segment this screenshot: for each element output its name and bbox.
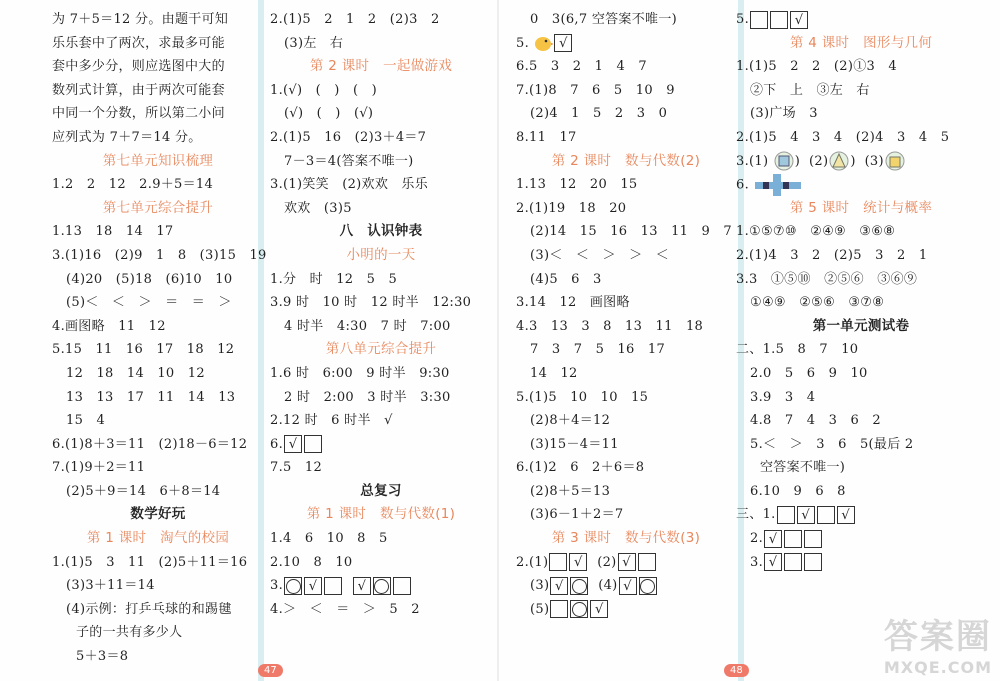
text-line: 1.4 6 10 8 5 (270, 531, 388, 547)
column-1 (52, 8, 267, 669)
circle-icon (640, 579, 655, 594)
item-number: 2.(1) (516, 554, 549, 570)
text-line: 2.10 8 10 (270, 554, 353, 570)
text-line: 2.12 时 6 时半 √ (270, 413, 393, 429)
circle-icon (572, 579, 587, 594)
text-line: 5.(1)5 10 10 15 (516, 389, 649, 405)
section-heading: 第七单元综合提升 (102, 199, 214, 216)
text-line: 6.10 9 6 8 (750, 483, 846, 499)
answer-box: √ (569, 553, 587, 571)
text-line: (3)广场 3 (750, 106, 818, 122)
text-line: 7－3＝4(答案不唯一) (284, 153, 414, 169)
answer-box (784, 553, 802, 571)
item-number: (5) (530, 601, 550, 617)
text-line: 3.14 12 画图略 (516, 295, 630, 311)
text-line: 3.9 时 10 时 12 时半 12:30 (270, 295, 472, 311)
answer-box (777, 506, 795, 524)
answer-box: √ (764, 553, 782, 571)
text-line: 7.(1)8 7 6 5 10 9 (516, 82, 675, 98)
text-line: 4.画图略 11 12 (52, 318, 166, 334)
circle-icon (286, 579, 301, 594)
answer-box: √ (837, 506, 855, 524)
answer-box: √ (353, 577, 371, 595)
text-line: 2.0 5 6 9 10 (750, 365, 868, 381)
text-line: (5)＜ ＜ ＞ ＝ ＝ ＞ (66, 295, 232, 311)
text-line: 中同一个分数，所以第二小问 (52, 106, 225, 122)
column-4 (736, 8, 986, 574)
text-line: 8.11 17 (516, 129, 577, 145)
watermark-url: MXQE.COM (883, 658, 992, 677)
cylinder-icon (773, 151, 795, 171)
chick-icon (533, 34, 553, 52)
text-line: 1.6 时 6:00 9 时半 9:30 (270, 365, 450, 381)
answer-box (570, 600, 588, 618)
text-line: 1.2 2 12 2.9＋5＝14 (52, 177, 214, 193)
cone-icon (828, 151, 850, 171)
text-line: (4)示例：打乒乓球的和踢毽 (66, 601, 232, 617)
text-line: 1.(√) ( ) ( ) (270, 82, 378, 98)
answer-box (284, 577, 302, 595)
text-line: 4.8 7 4 3 6 2 (750, 413, 881, 429)
cross-diagram-icon (753, 173, 803, 197)
text-line: (2)8＋5＝13 (530, 483, 611, 499)
book-spine (497, 0, 499, 681)
text-line: ①④⑨ ②⑤⑥ ③⑦⑧ (750, 295, 885, 311)
item-number: 5. (736, 12, 750, 27)
text-line: 6.5 3 2 1 4 7 (516, 59, 647, 75)
text-line: (3)15－4＝11 (530, 436, 619, 452)
page-number-right: 48 (724, 664, 749, 677)
text-line: 2.(1)5 2 1 2 (2)3 2 (270, 12, 440, 27)
answer-boxes-line (736, 527, 986, 551)
answer-box (770, 11, 788, 29)
answer-box: √ (619, 577, 637, 595)
text-line: 3.(1)笑笑 (2)欢欢 乐乐 (270, 177, 429, 193)
answer-box (639, 577, 657, 595)
section-heading: 第 5 课时 统计与概率 (789, 199, 933, 216)
text-line: 套中多少分，则应选图中大的 (52, 59, 225, 75)
text-line: 14 12 (530, 365, 578, 381)
text-line: (4)5 6 3 (530, 271, 602, 287)
answer-box (550, 600, 568, 618)
text-line: 2.(1)4 3 2 (2)5 3 2 1 (736, 247, 928, 263)
watermark-title: 答案圈 (883, 617, 992, 657)
text-line: 4 时半 4:30 7 时 7:00 (284, 318, 451, 334)
text-line: 5.＜ ＞ 3 6 5(最后 2 (750, 436, 914, 452)
grid-answer-line (736, 173, 986, 197)
item-number: 6. (736, 177, 750, 193)
answer-boxes-line (736, 8, 986, 32)
text-line: 3.(1)16 (2)9 1 8 (3)15 19 (52, 247, 267, 263)
text-line: 7.5 12 (270, 460, 323, 476)
section-heading: 第 1 课时 数与代数(1) (306, 506, 456, 523)
text-line: (3)6－1＋2＝7 (530, 507, 624, 523)
section-heading: 第 2 课时 一起做游戏 (309, 58, 453, 75)
text-line: 2.(1)19 18 20 (516, 200, 627, 216)
item-number: 2. (750, 531, 764, 547)
answer-boxes-line: (3) √ (4) √ (516, 574, 736, 598)
answer-box (804, 553, 822, 571)
answer-boxes-line (270, 574, 492, 598)
section-heading: 第 1 课时 淘气的校园 (86, 530, 230, 547)
answer-boxes-line (270, 433, 492, 457)
text-line: 13 13 17 11 14 13 (66, 389, 236, 405)
answer-boxes-line (516, 598, 736, 622)
text-line: 12 18 14 10 12 (66, 365, 205, 381)
text-line: 欢欢 (3)5 (284, 200, 352, 216)
text-line: 7 3 7 5 16 17 (530, 342, 666, 358)
text-line: (3)左 右 (284, 35, 344, 51)
text-line: 1.(1)5 2 2 (2)①3 4 (736, 59, 897, 75)
watermark (884, 609, 992, 677)
section-heading: 小明的一天 (346, 246, 416, 263)
shape-answer-line: 3.(1) ) (2) ) (3) (736, 150, 986, 174)
answer-box: √ (790, 11, 808, 29)
answer-boxes-line (516, 32, 736, 56)
section-heading: 第 4 课时 图形与几何 (789, 34, 933, 51)
answer-box: √ (590, 600, 608, 618)
answer-box (304, 435, 322, 453)
text-line: 5＋3＝8 (76, 649, 129, 665)
answer-box (570, 577, 588, 595)
answer-boxes-line (736, 503, 986, 527)
section-heading: 第八单元综合提升 (325, 341, 437, 358)
answer-box (393, 577, 411, 595)
text-line: (2)4 1 5 2 3 0 (530, 106, 668, 122)
unit-heading: 总复习 (360, 482, 402, 499)
answer-box: √ (284, 435, 302, 453)
item-number: (3) (530, 578, 550, 594)
text-line: 二、1.5 8 7 10 (736, 342, 859, 358)
answer-box (324, 577, 342, 595)
text-line: 2 时 2:00 3 时半 3:30 (284, 389, 451, 405)
item-number: 3. (750, 554, 764, 570)
item-number: 6. (270, 436, 284, 452)
text-line: 6.(1)8＋3＝11 (2)18－6＝12 (52, 436, 248, 452)
text-line: 5.15 11 16 17 18 12 (52, 342, 235, 358)
text-line: 为 7＋5＝12 分。由题干可知 (52, 12, 229, 27)
text-line: 乐乐套中了两次，求最多可能 (52, 35, 225, 51)
text-line: 应列式为 7＋7＝14 分。 (52, 129, 202, 145)
text-line: (4)20 (5)18 (6)10 10 (66, 271, 233, 287)
text-line: (3)3＋11＝14 (66, 578, 155, 594)
unit-heading: 数学好玩 (130, 506, 186, 523)
text-line: (√) ( ) (√) (284, 106, 374, 122)
answer-box: √ (554, 34, 572, 52)
answer-box (638, 553, 656, 571)
answer-box: √ (304, 577, 322, 595)
answer-box: √ (618, 553, 636, 571)
text-line: 4.3 13 3 8 13 11 18 (516, 318, 704, 334)
text-line: (2)14 15 16 13 11 9 7 (530, 224, 732, 240)
text-line: 1.分 时 12 5 5 (270, 271, 398, 287)
answer-box: √ (550, 577, 568, 595)
answer-box (804, 530, 822, 548)
answer-boxes-line (736, 551, 986, 575)
text-line: 1.13 12 20 15 (516, 177, 638, 193)
text-line: 3.9 3 4 (750, 389, 816, 405)
answer-box: √ (764, 530, 782, 548)
circle-icon (374, 579, 389, 594)
text-line: 2.(1)5 4 3 4 (2)4 3 4 5 (736, 129, 950, 145)
answer-box: √ (797, 506, 815, 524)
section-heading: 第 3 课时 数与代数(3) (551, 530, 701, 547)
text-line: 2.(1)5 16 (2)3＋4＝7 (270, 129, 427, 145)
text-line: 7.(1)9＋2＝11 (52, 460, 146, 476)
item-number: 5. (516, 35, 530, 51)
text-line: 4.＞ ＜ ＝ ＞ 5 2 (270, 601, 420, 617)
text-line: (2)5＋9＝14 6＋8＝14 (66, 483, 221, 499)
item-number: 三、1. (736, 507, 776, 523)
section-heading: 第七单元知识梳理 (102, 152, 214, 169)
cube-icon (884, 151, 906, 171)
text-line: 6.(1)2 6 2＋6＝8 (516, 460, 645, 476)
text-line: 空答案不唯一) (760, 460, 846, 476)
item-number: 3.(1) (736, 153, 769, 169)
page-number-left: 47 (258, 664, 283, 677)
column-2 (270, 8, 492, 621)
section-heading: 第 2 课时 数与代数(2) (551, 152, 701, 169)
item-number: 3. (270, 578, 284, 594)
answer-box (784, 530, 802, 548)
text-line: 1.①⑤⑦⑩ ②④⑨ ③⑥⑧ (736, 224, 896, 240)
answer-boxes-line: 2.(1) √ (2) √ (516, 551, 736, 575)
answer-box (373, 577, 391, 595)
text-line: 1.(1)5 3 11 (2)5＋11＝16 (52, 554, 248, 570)
answer-box (549, 553, 567, 571)
answer-box (817, 506, 835, 524)
circle-icon (572, 602, 587, 617)
text-line: 0 3(6,7 空答案不唯一) (530, 12, 677, 27)
text-line: 1.13 18 14 17 (52, 224, 174, 240)
text-line: ②下 上 ③左 右 (750, 82, 870, 98)
unit-heading: 八 认识钟表 (339, 223, 423, 240)
text-line: 子的一共有多少人 (76, 625, 183, 641)
unit-heading: 第一单元测试卷 (812, 317, 910, 334)
text-line: 3.3 ①⑤⑩ ②⑤⑥ ③⑥⑨ (736, 271, 918, 287)
text-line: (3)＜ ＜ ＞ ＞ ＜ (530, 247, 670, 263)
text-line: (2)8＋4＝12 (530, 413, 611, 429)
text-line: 15 4 (66, 413, 106, 429)
column-3 (516, 8, 736, 621)
text-line: 数列式计算，由于两次可能套 (52, 82, 225, 98)
answer-box (750, 11, 768, 29)
